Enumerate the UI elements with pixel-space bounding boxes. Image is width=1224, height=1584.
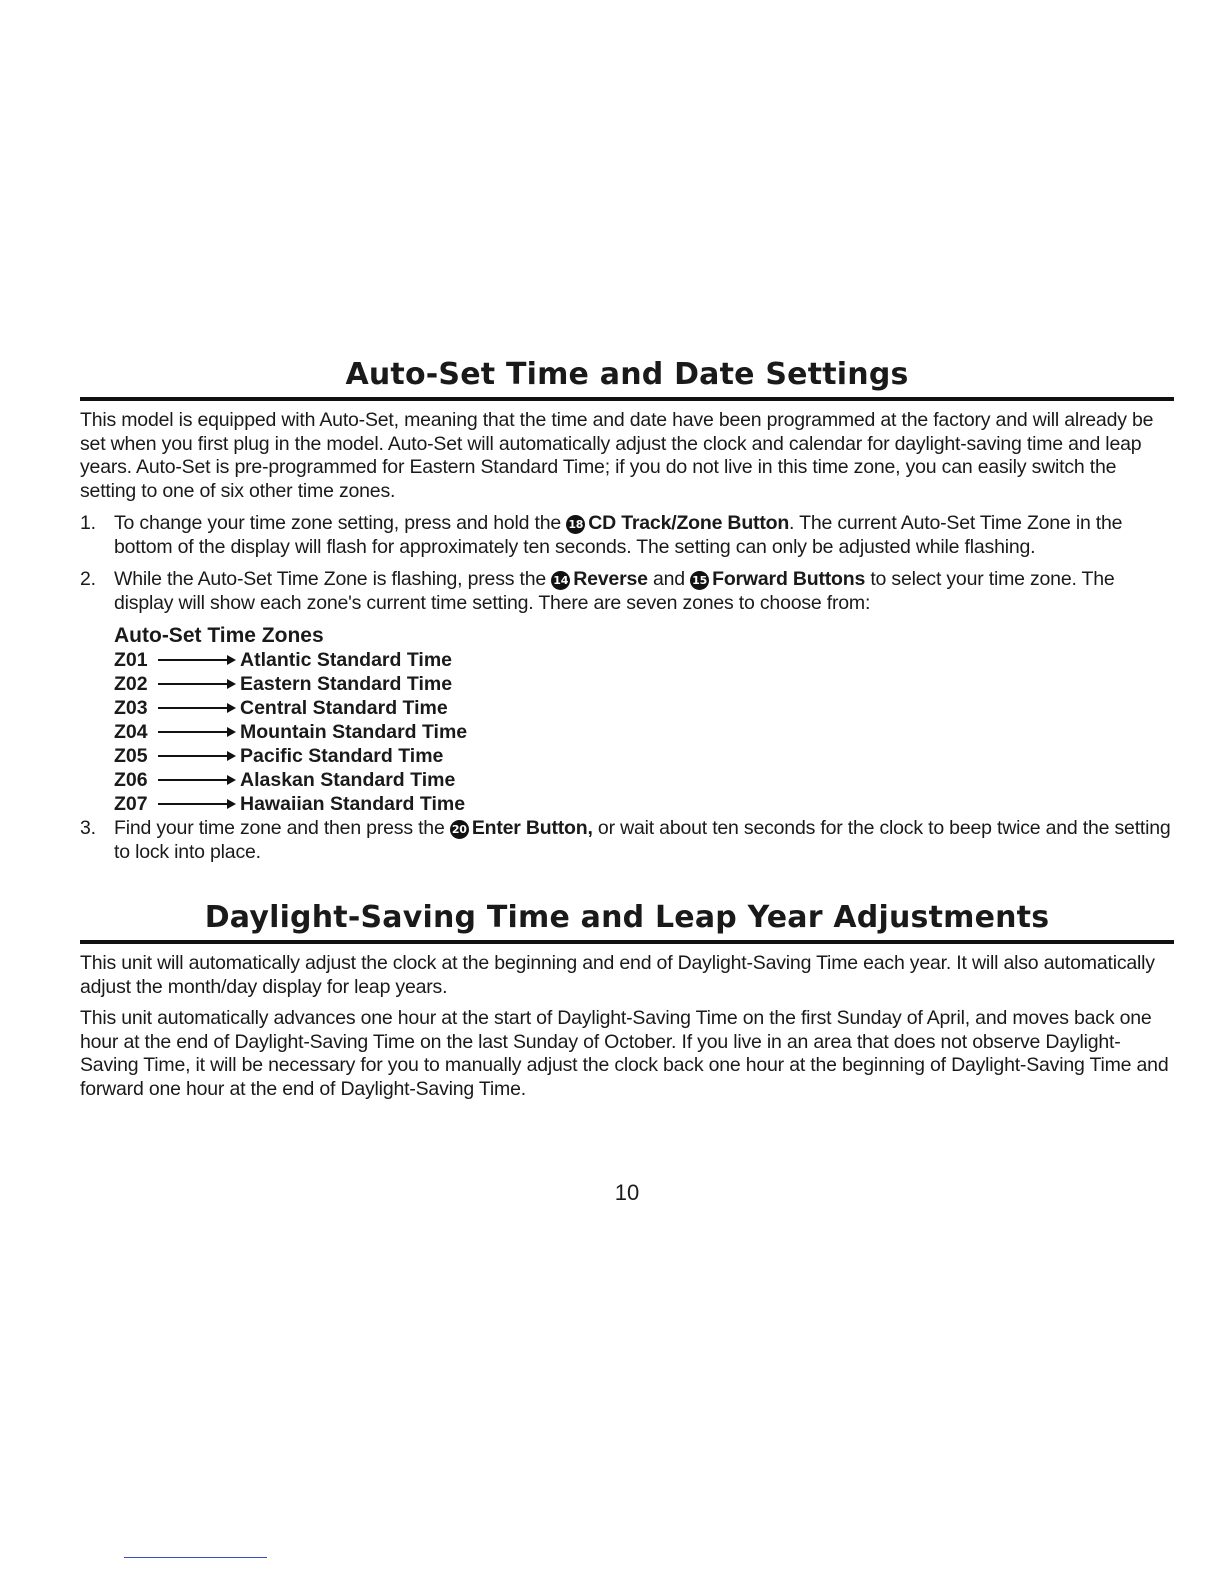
arrow-right-icon	[158, 779, 234, 781]
zones-title: Auto-Set Time Zones	[114, 624, 324, 647]
section-title-auto-set: Auto-Set Time and Date Settings	[345, 357, 909, 392]
zone-name: Pacific Standard Time	[240, 745, 444, 767]
zone-name: Mountain Standard Time	[240, 721, 468, 743]
step-text: To change your time zone setting, press and hold the	[114, 512, 562, 534]
arrow-right-icon	[158, 683, 234, 685]
zone-code: Z01	[114, 649, 148, 671]
button-name: Forward Buttons	[712, 568, 866, 590]
dst-paragraph-2: This unit automatically advances one hour at the start of Daylight-Saving Time on the first Sunday of April, and moves back one hour at the end of Daylight-Saving Time on the last Sunday of October. If you live in an area that does not observe Daylight-Saving Time, it will be necessary for you to manually adjust the clock back one hour at the beginning of Daylight-Saving Time and forward one hour at the end of Daylight-Saving Time.	[80, 1007, 1169, 1100]
zone-row	[114, 768, 1174, 792]
zone-name: Eastern Standard Time	[240, 673, 453, 695]
footer-line	[124, 1557, 267, 1558]
step-text: Find your time zone and then press the	[114, 817, 445, 839]
arrow-right-icon	[158, 803, 234, 805]
steps-list	[80, 511, 1174, 615]
section-title-daylight-saving: Daylight-Saving Time and Leap Year Adjustments	[204, 900, 1050, 935]
step-number: 2.	[80, 568, 96, 590]
manual-page	[80, 355, 1174, 1109]
button-number-icon: 15	[690, 571, 709, 590]
zone-code: Z04	[114, 721, 148, 743]
arrow-right-icon	[158, 707, 234, 709]
step-text: While the Auto-Set Time Zone is flashing, press the	[114, 568, 547, 590]
step-3	[80, 816, 1174, 864]
step-2	[80, 567, 1174, 615]
step-text: and	[652, 568, 685, 590]
button-number-icon: 18	[566, 515, 585, 534]
zone-row	[114, 672, 1174, 696]
arrow-right-icon	[158, 659, 234, 661]
steps-list-continued	[80, 816, 1174, 864]
zone-name: Central Standard Time	[240, 697, 448, 719]
arrow-right-icon	[158, 755, 234, 757]
zone-row	[114, 744, 1174, 768]
section-daylight-saving	[80, 898, 1174, 1101]
zone-row	[114, 792, 1174, 816]
button-number-icon: 14	[551, 571, 570, 590]
zone-row	[114, 696, 1174, 720]
step-text: to select your time zone. The display will show each zone's current time setting. There are seven zones to choose from:	[114, 568, 1115, 614]
zone-row	[114, 720, 1174, 744]
title-rule	[80, 940, 1174, 944]
zone-code: Z06	[114, 769, 148, 791]
step-number: 1.	[80, 512, 96, 534]
zone-code: Z02	[114, 673, 148, 695]
step-number: 3.	[80, 817, 96, 839]
button-name: Enter Button,	[471, 817, 593, 839]
time-zones-list	[80, 623, 1174, 816]
intro-paragraph: This model is equipped with Auto-Set, meaning that the time and date have been programmed at the factory and will already be set when you first plug in the model. Auto-Set will automatically adjust the clock and calendar for daylight-saving time and leap years. Auto-Set is pre-programmed for Eastern Standard Time; if you do not live in this time zone, you can easily switch the setting to one of six other time zones.	[80, 409, 1154, 502]
zone-name: Hawaiian Standard Time	[240, 793, 466, 815]
title-rule	[80, 397, 1174, 401]
zone-code: Z05	[114, 745, 148, 767]
arrow-right-icon	[158, 731, 234, 733]
button-name: Reverse	[573, 568, 648, 590]
zone-name: Alaskan Standard Time	[240, 769, 456, 791]
button-number-icon: 20	[450, 820, 469, 839]
button-name: CD Track/Zone Button	[588, 512, 790, 534]
step-text: . The current Auto-Set Time Zone in the bottom of the display will flash for approximately ten seconds. The setting can only be adjusted while flashing.	[114, 512, 1123, 558]
zone-code: Z07	[114, 793, 148, 815]
dst-paragraph-1: This unit will automatically adjust the clock at the beginning and end of Daylight-Saving Time each year. It will also automatically adjust the month/day display for leap years.	[80, 952, 1155, 998]
page-number: 10	[614, 1180, 640, 1205]
step-text: or wait about ten seconds for the clock to beep twice and the setting to lock into place.	[114, 817, 1171, 863]
zone-row	[114, 648, 1174, 672]
zone-code: Z03	[114, 697, 148, 719]
step-1	[80, 511, 1174, 559]
zone-name: Atlantic Standard Time	[240, 649, 453, 671]
